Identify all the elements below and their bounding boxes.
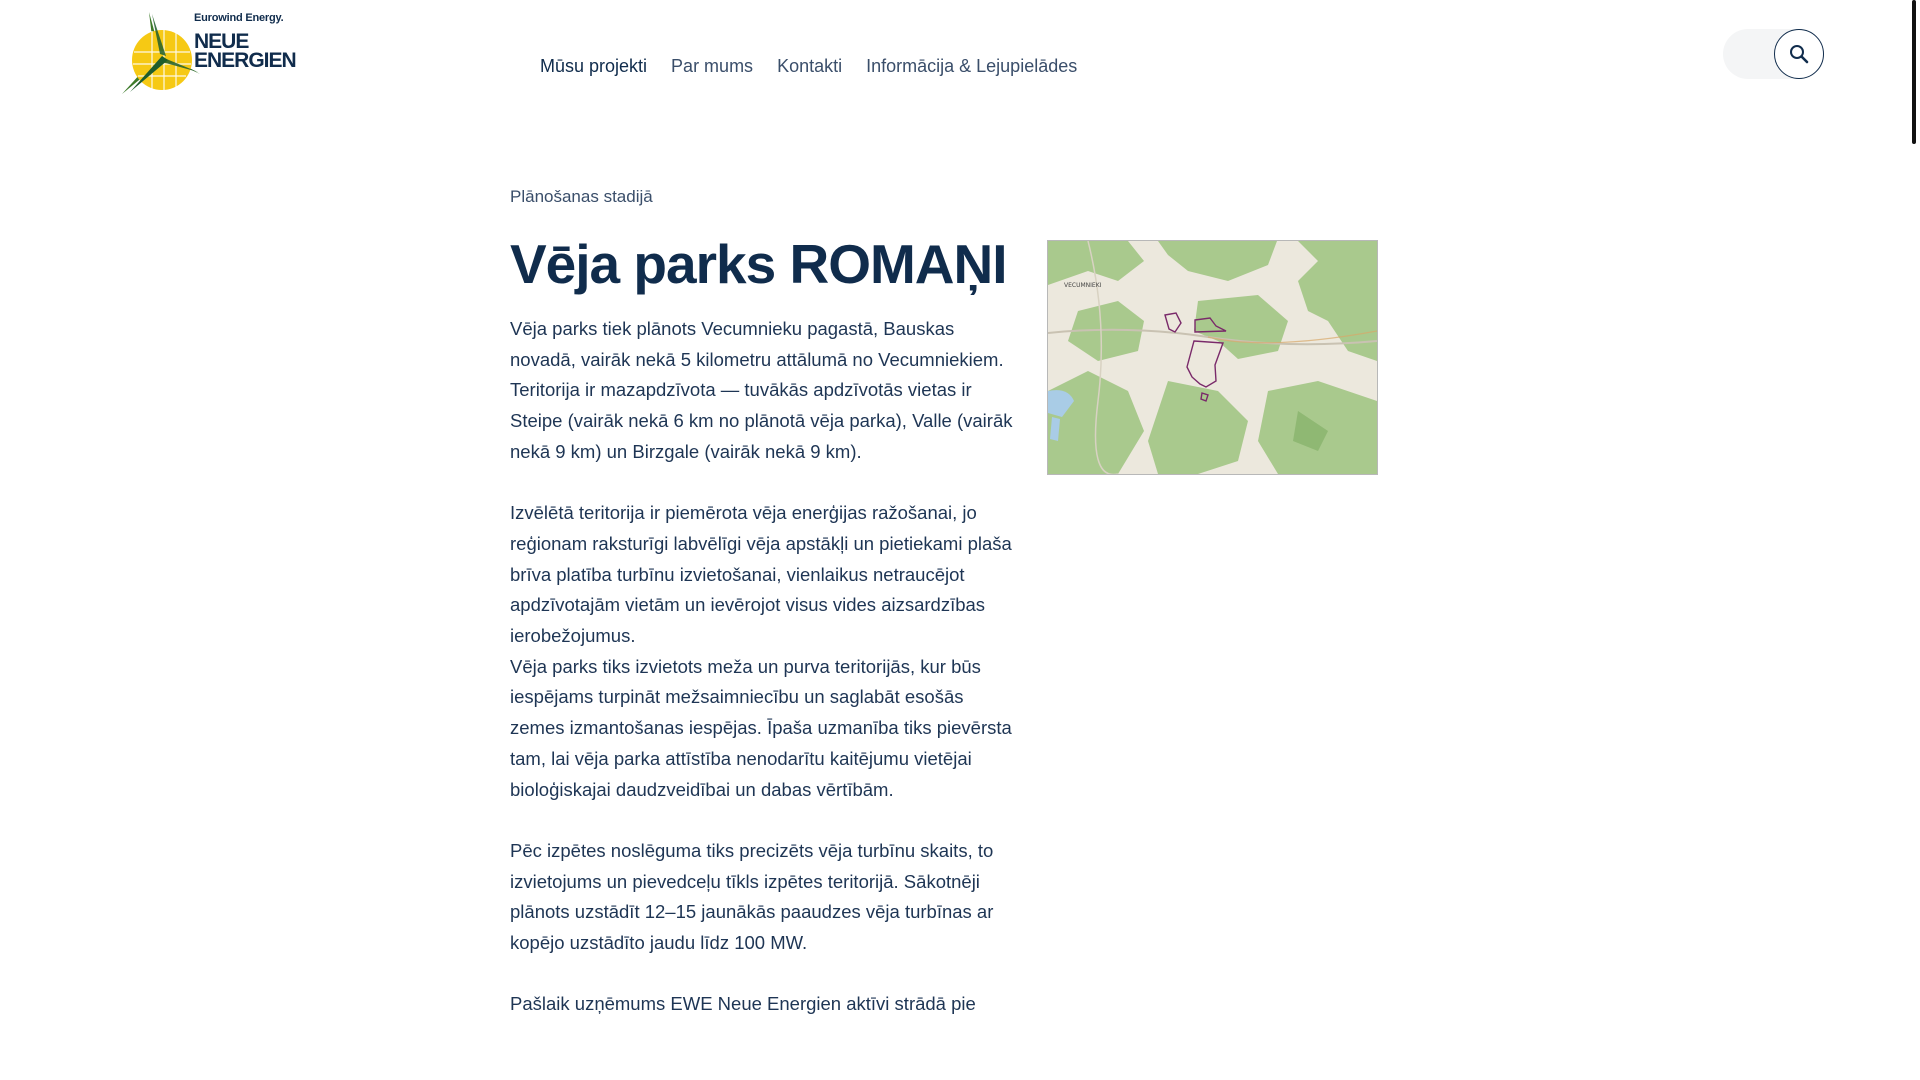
paragraph-turbines: Pēc izpētes noslēguma tiks precizēts vēja turbīnu skaits, to izvietojums un pievedceļu tīkls izpētes teritorijā. Sākotnēji plānots uzstādīt 12–15 jaunākās paaudzes vēja turbīnas ar kopējo uzstādīto jaudu līdz 100 MW. [510, 839, 994, 954]
page-title: Vēja parks ROMAŅI [510, 233, 1007, 295]
paragraph-forest: Vēja parks tiks izvietots meža un purva teritorijās, kur būs iespējams turpināt mežsaimniecību un saglabāt esošās zemes izmantošanas iespējas. Īpaša uzmanība tiks pievērsta tam, lai vēja parka attīstība nenodarītu kaitējumu vietējai bioloģiskajai daudzveidībai un dabas vērtībām. [510, 655, 1012, 800]
page-scrollbar[interactable] [1912, 0, 1916, 144]
paragraph-suitability: Izvēlētā teritorija ir piemērota vēja enerģijas ražošanai, jo reģionam raksturīgi labvēlīgi vēja apstākļi un pietiekami plaša brīva platība turbīnu izvietošanai, vienlaikus netraucējot apdzīvotajām vietām un ievērojot visus vides aizsardzības ierobežojumus. [510, 502, 1012, 647]
paragraph-location: Vēja parks tiek plānots Vecumnieku pagastā, Bauskas novadā, vairāk nekā 5 kilometru attālumā no Vecumniekiem. Teritorija ir mazapdzīvota — tuvākās apdzīvotās vietas ir Steipe (vairāk nekā 6 km no plānotā vēja parka), Valle (vairāk nekā 9 km) un Birzgale (vairāk nekā 9 km). [510, 318, 1013, 462]
main-nav [540, 56, 1077, 77]
nav-about[interactable]: Par mums [671, 56, 754, 76]
nav-contacts[interactable]: Kontakti [777, 56, 843, 76]
map-town-label: VECUMNIEKI [1064, 282, 1102, 289]
paragraph-current: Pašlaik uzņēmums EWE Neue Energien aktīvi strādā pie [510, 993, 976, 1015]
nav-projects[interactable]: Mūsu projekti [540, 56, 648, 76]
project-description [510, 314, 1022, 1020]
brand-name-line1: NEUE [194, 30, 249, 53]
search-box[interactable] [1723, 29, 1824, 79]
brand-name-line2: ENERGIEN [194, 49, 296, 72]
wind-turbine-logo-icon [122, 12, 200, 96]
project-status: Plānošanas stadijā [510, 187, 653, 206]
search-button[interactable] [1774, 29, 1824, 79]
project-location-map[interactable] [1047, 240, 1378, 475]
search-icon [1788, 43, 1810, 65]
nav-info-downloads[interactable]: Informācija & Lejupielādes [866, 56, 1078, 76]
company-logo[interactable] [122, 10, 296, 96]
map-image [1048, 241, 1377, 474]
brand-tagline: Eurowind Energy. [194, 12, 284, 24]
